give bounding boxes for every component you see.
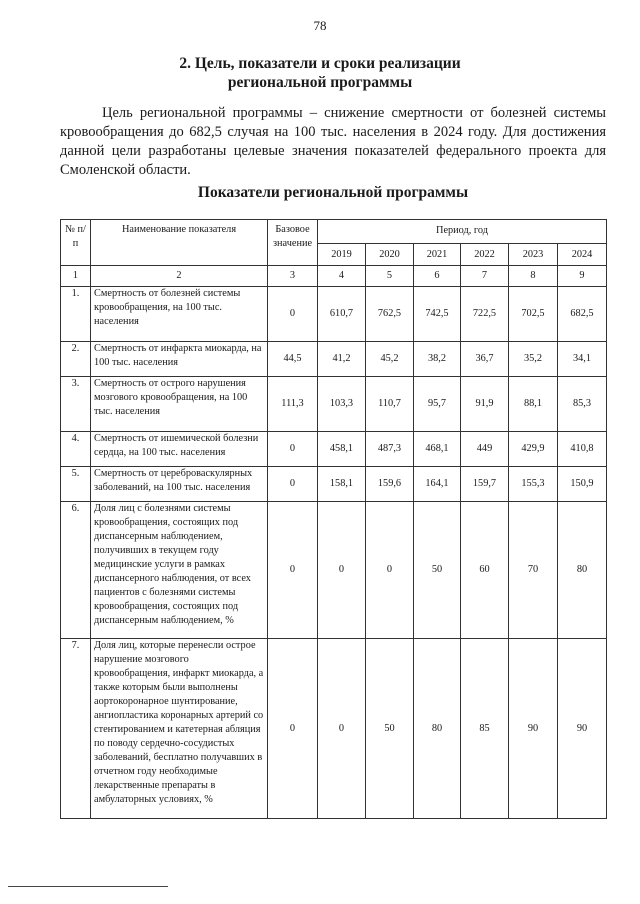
header-num: № п/п (61, 220, 91, 266)
year-value: 85,3 (558, 377, 607, 432)
year-value: 429,9 (509, 432, 558, 467)
section-title-line2: региональной программы (227, 74, 413, 91)
year-value: 458,1 (318, 432, 366, 467)
table-row (61, 502, 607, 639)
year-value: 159,7 (461, 467, 509, 502)
indicator-name: Доля лиц, которые перенесли острое нарушение мозгового кровообращения, инфаркт миокарда, а также которым были выполнены аортокоронарное шунтирование, ангиопластика коронарных артерий со стентированием и катетерная абляция по поводу сердечно-сосудистых заболеваний, бесплатно получавших в отчетном году необходимые лекарственные препараты в амбулаторных условиях, % (91, 639, 268, 819)
row-index: 5. (61, 467, 91, 502)
header-base: Базовое значение (268, 220, 318, 266)
year-value: 110,7 (366, 377, 414, 432)
year-value: 0 (318, 639, 366, 819)
column-number: 5 (366, 266, 414, 287)
row-index: 7. (61, 639, 91, 819)
indicator-name: Смертность от инфаркта миокарда, на 100 тыс. населения (91, 342, 268, 377)
year-value: 70 (509, 502, 558, 639)
table-row (61, 287, 607, 342)
year-value: 36,7 (461, 342, 509, 377)
section-title-line1: 2. Цель, показатели и сроки реализации (179, 55, 461, 72)
header-year: 2023 (509, 244, 558, 266)
indicators-table (60, 219, 607, 819)
base-value: 0 (268, 432, 318, 467)
column-number: 4 (318, 266, 366, 287)
header-year: 2019 (318, 244, 366, 266)
base-value: 111,3 (268, 377, 318, 432)
column-number: 2 (91, 266, 268, 287)
year-value: 95,7 (414, 377, 461, 432)
year-value: 34,1 (558, 342, 607, 377)
header-year: 2022 (461, 244, 509, 266)
column-number: 1 (61, 266, 91, 287)
indicator-name: Доля лиц с болезнями системы кровообращения, состоящих под диспансерным наблюдением, получивших в текущем году медицинские услуги в рамках диспансерного наблюдения, от всех пациентов с болезнями системы кровообращения, состоящих под диспансерным наблюдением, % (91, 502, 268, 639)
column-number: 3 (268, 266, 318, 287)
base-value: 0 (268, 639, 318, 819)
year-value: 41,2 (318, 342, 366, 377)
page-number: 78 (313, 18, 327, 33)
year-value: 722,5 (461, 287, 509, 342)
row-index: 3. (61, 377, 91, 432)
year-value: 164,1 (414, 467, 461, 502)
column-number: 9 (558, 266, 607, 287)
year-value: 742,5 (414, 287, 461, 342)
year-value: 150,9 (558, 467, 607, 502)
year-value: 762,5 (366, 287, 414, 342)
table-title: Показатели региональной программы (197, 184, 469, 201)
section-title (60, 54, 580, 92)
year-value: 35,2 (509, 342, 558, 377)
year-value: 38,2 (414, 342, 461, 377)
year-value: 158,1 (318, 467, 366, 502)
year-value: 159,6 (366, 467, 414, 502)
year-value: 103,3 (318, 377, 366, 432)
year-value: 468,1 (414, 432, 461, 467)
footer-divider (8, 886, 168, 887)
header-year: 2024 (558, 244, 607, 266)
year-value: 487,3 (366, 432, 414, 467)
year-value: 80 (414, 639, 461, 819)
header-year: 2021 (414, 244, 461, 266)
table-row (61, 432, 607, 467)
header-period: Период, год (318, 220, 607, 244)
column-number: 8 (509, 266, 558, 287)
row-index: 1. (61, 287, 91, 342)
year-value: 91,9 (461, 377, 509, 432)
row-index: 6. (61, 502, 91, 639)
base-value: 0 (268, 502, 318, 639)
header-name: Наименование показателя (91, 220, 268, 266)
year-value: 449 (461, 432, 509, 467)
row-index: 2. (61, 342, 91, 377)
column-number: 6 (414, 266, 461, 287)
indicator-name: Смертность от болезней системы кровообращения, на 100 тыс. населения (91, 287, 268, 342)
year-value: 702,5 (509, 287, 558, 342)
year-value: 88,1 (509, 377, 558, 432)
row-index: 4. (61, 432, 91, 467)
indicator-name: Смертность от ишемической болезни сердца, на 100 тыс. населения (91, 432, 268, 467)
year-value: 682,5 (558, 287, 607, 342)
table-row (61, 342, 607, 377)
year-value: 410,8 (558, 432, 607, 467)
base-value: 0 (268, 467, 318, 502)
year-value: 50 (366, 639, 414, 819)
year-value: 90 (558, 639, 607, 819)
year-value: 610,7 (318, 287, 366, 342)
indicator-name: Смертность от острого нарушения мозгового кровообращения, на 100 тыс. населения (91, 377, 268, 432)
base-value: 44,5 (268, 342, 318, 377)
table-row (61, 377, 607, 432)
table-row (61, 467, 607, 502)
indicator-name: Смертность от цереброваскулярных заболеваний, на 100 тыс. населения (91, 467, 268, 502)
year-value: 0 (318, 502, 366, 639)
year-value: 80 (558, 502, 607, 639)
intro-paragraph (60, 104, 606, 180)
year-value: 85 (461, 639, 509, 819)
table-row (61, 639, 607, 819)
year-value: 60 (461, 502, 509, 639)
header-year: 2020 (366, 244, 414, 266)
year-value: 90 (509, 639, 558, 819)
base-value: 0 (268, 287, 318, 342)
year-value: 155,3 (509, 467, 558, 502)
year-value: 50 (414, 502, 461, 639)
intro-text: Цель региональной программы – снижение смертности от болезней системы кровообращения до 682,5 случая на 100 тыс. населения в 2024 году. Для достижения данной цели разработаны целевые значения показателей федерального проекта для Смоленской области. (60, 105, 606, 178)
year-value: 0 (366, 502, 414, 639)
year-value: 45,2 (366, 342, 414, 377)
column-number: 7 (461, 266, 509, 287)
